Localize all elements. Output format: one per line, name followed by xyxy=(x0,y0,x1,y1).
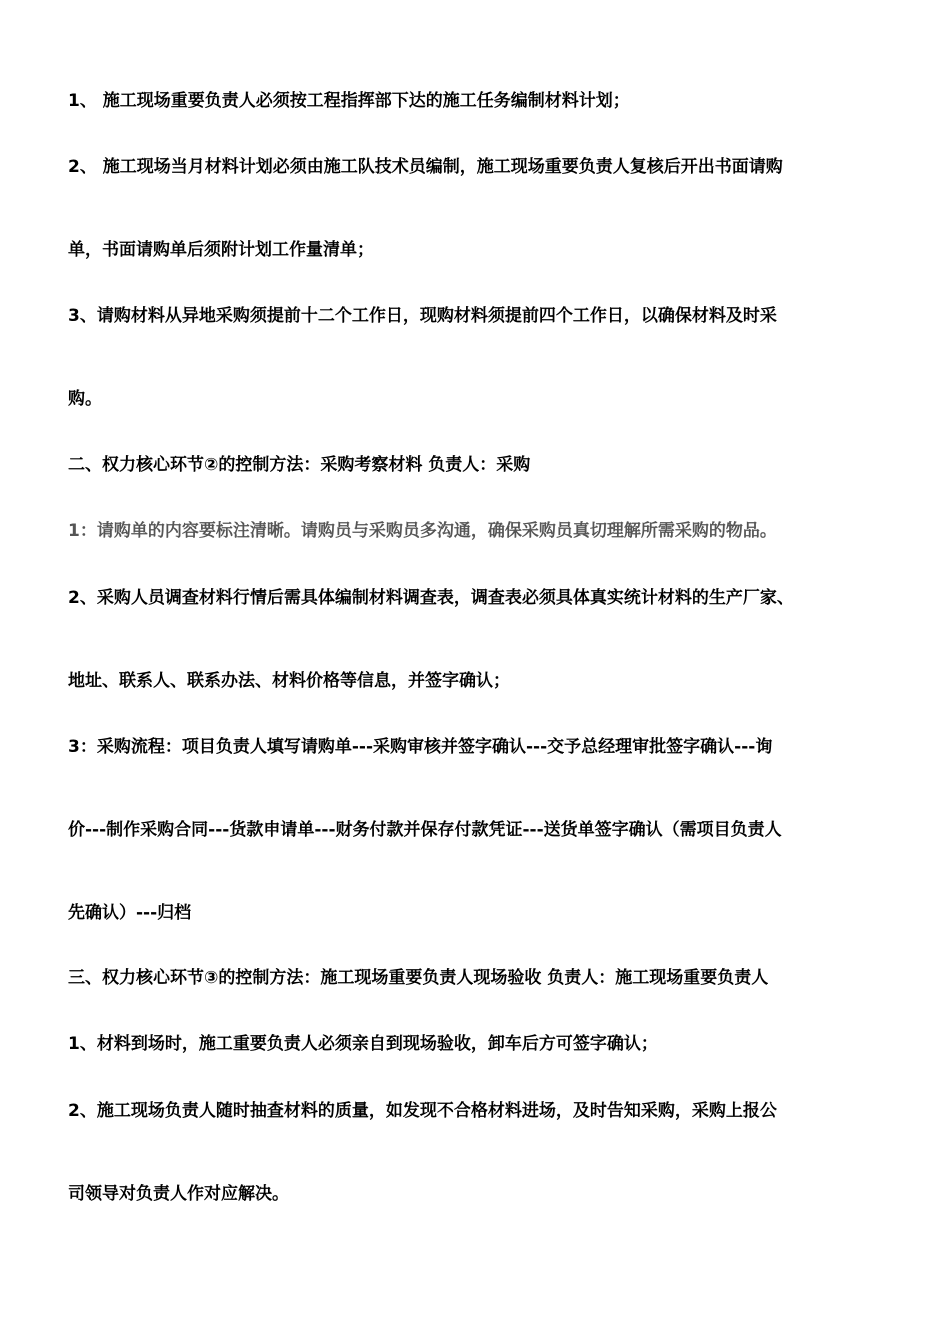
text-line-8: 2、采购人员调查材料行情后需具体编制材料调查表，调查表必须具体真实统计材料的生产厂家、 xyxy=(68,588,794,608)
text-line-3: 单，书面请购单后须附计划工作量清单； xyxy=(68,240,374,260)
text-line-12: 先确认）---归档 xyxy=(68,903,192,923)
text-line-4: 3、请购材料从异地采购须提前十二个工作日，现购材料须提前四个工作日，以确保材料及时采 xyxy=(68,306,777,326)
text-line-7: 1：请购单的内容要标注清晰。请购员与采购员多沟通，确保采购员真切理解所需采购的物品。 xyxy=(68,521,777,541)
text-line-9: 地址、联系人、联系办法、材料价格等信息，并签字确认； xyxy=(68,671,510,691)
text-line-16: 司领导对负责人作对应解决。 xyxy=(68,1184,289,1204)
text-line-5: 购。 xyxy=(68,389,102,409)
text-line-2: 2、 施工现场当月材料计划必须由施工队技术员编制，施工现场重要负责人复核后开出书面请购 xyxy=(68,157,783,177)
text-line-10: 3：采购流程：项目负责人填写请购单---采购审核并签字确认---交予总经理审批签字确认---询 xyxy=(68,737,773,757)
section-heading-2: 二、权力核心环节②的控制方法：采购考察材料 负责人：采购 xyxy=(68,455,531,475)
text-line-14: 1、材料到场时，施工重要负责人必须亲自到现场验收，卸车后方可签字确认； xyxy=(68,1034,658,1054)
section-heading-3: 三、权力核心环节③的控制方法：施工现场重要负责人现场验收 负责人：施工现场重要负责人 xyxy=(68,968,769,988)
text-line-15: 2、施工现场负责人随时抽查材料的质量，如发现不合格材料进场，及时告知采购，采购上报公 xyxy=(68,1101,777,1121)
text-line-1: 1、 施工现场重要负责人必须按工程指挥部下达的施工任务编制材料计划； xyxy=(68,91,630,111)
text-line-11: 价---制作采购合同---货款申请单---财务付款并保存付款凭证---送货单签字确认（需项目负责人 xyxy=(68,820,782,840)
